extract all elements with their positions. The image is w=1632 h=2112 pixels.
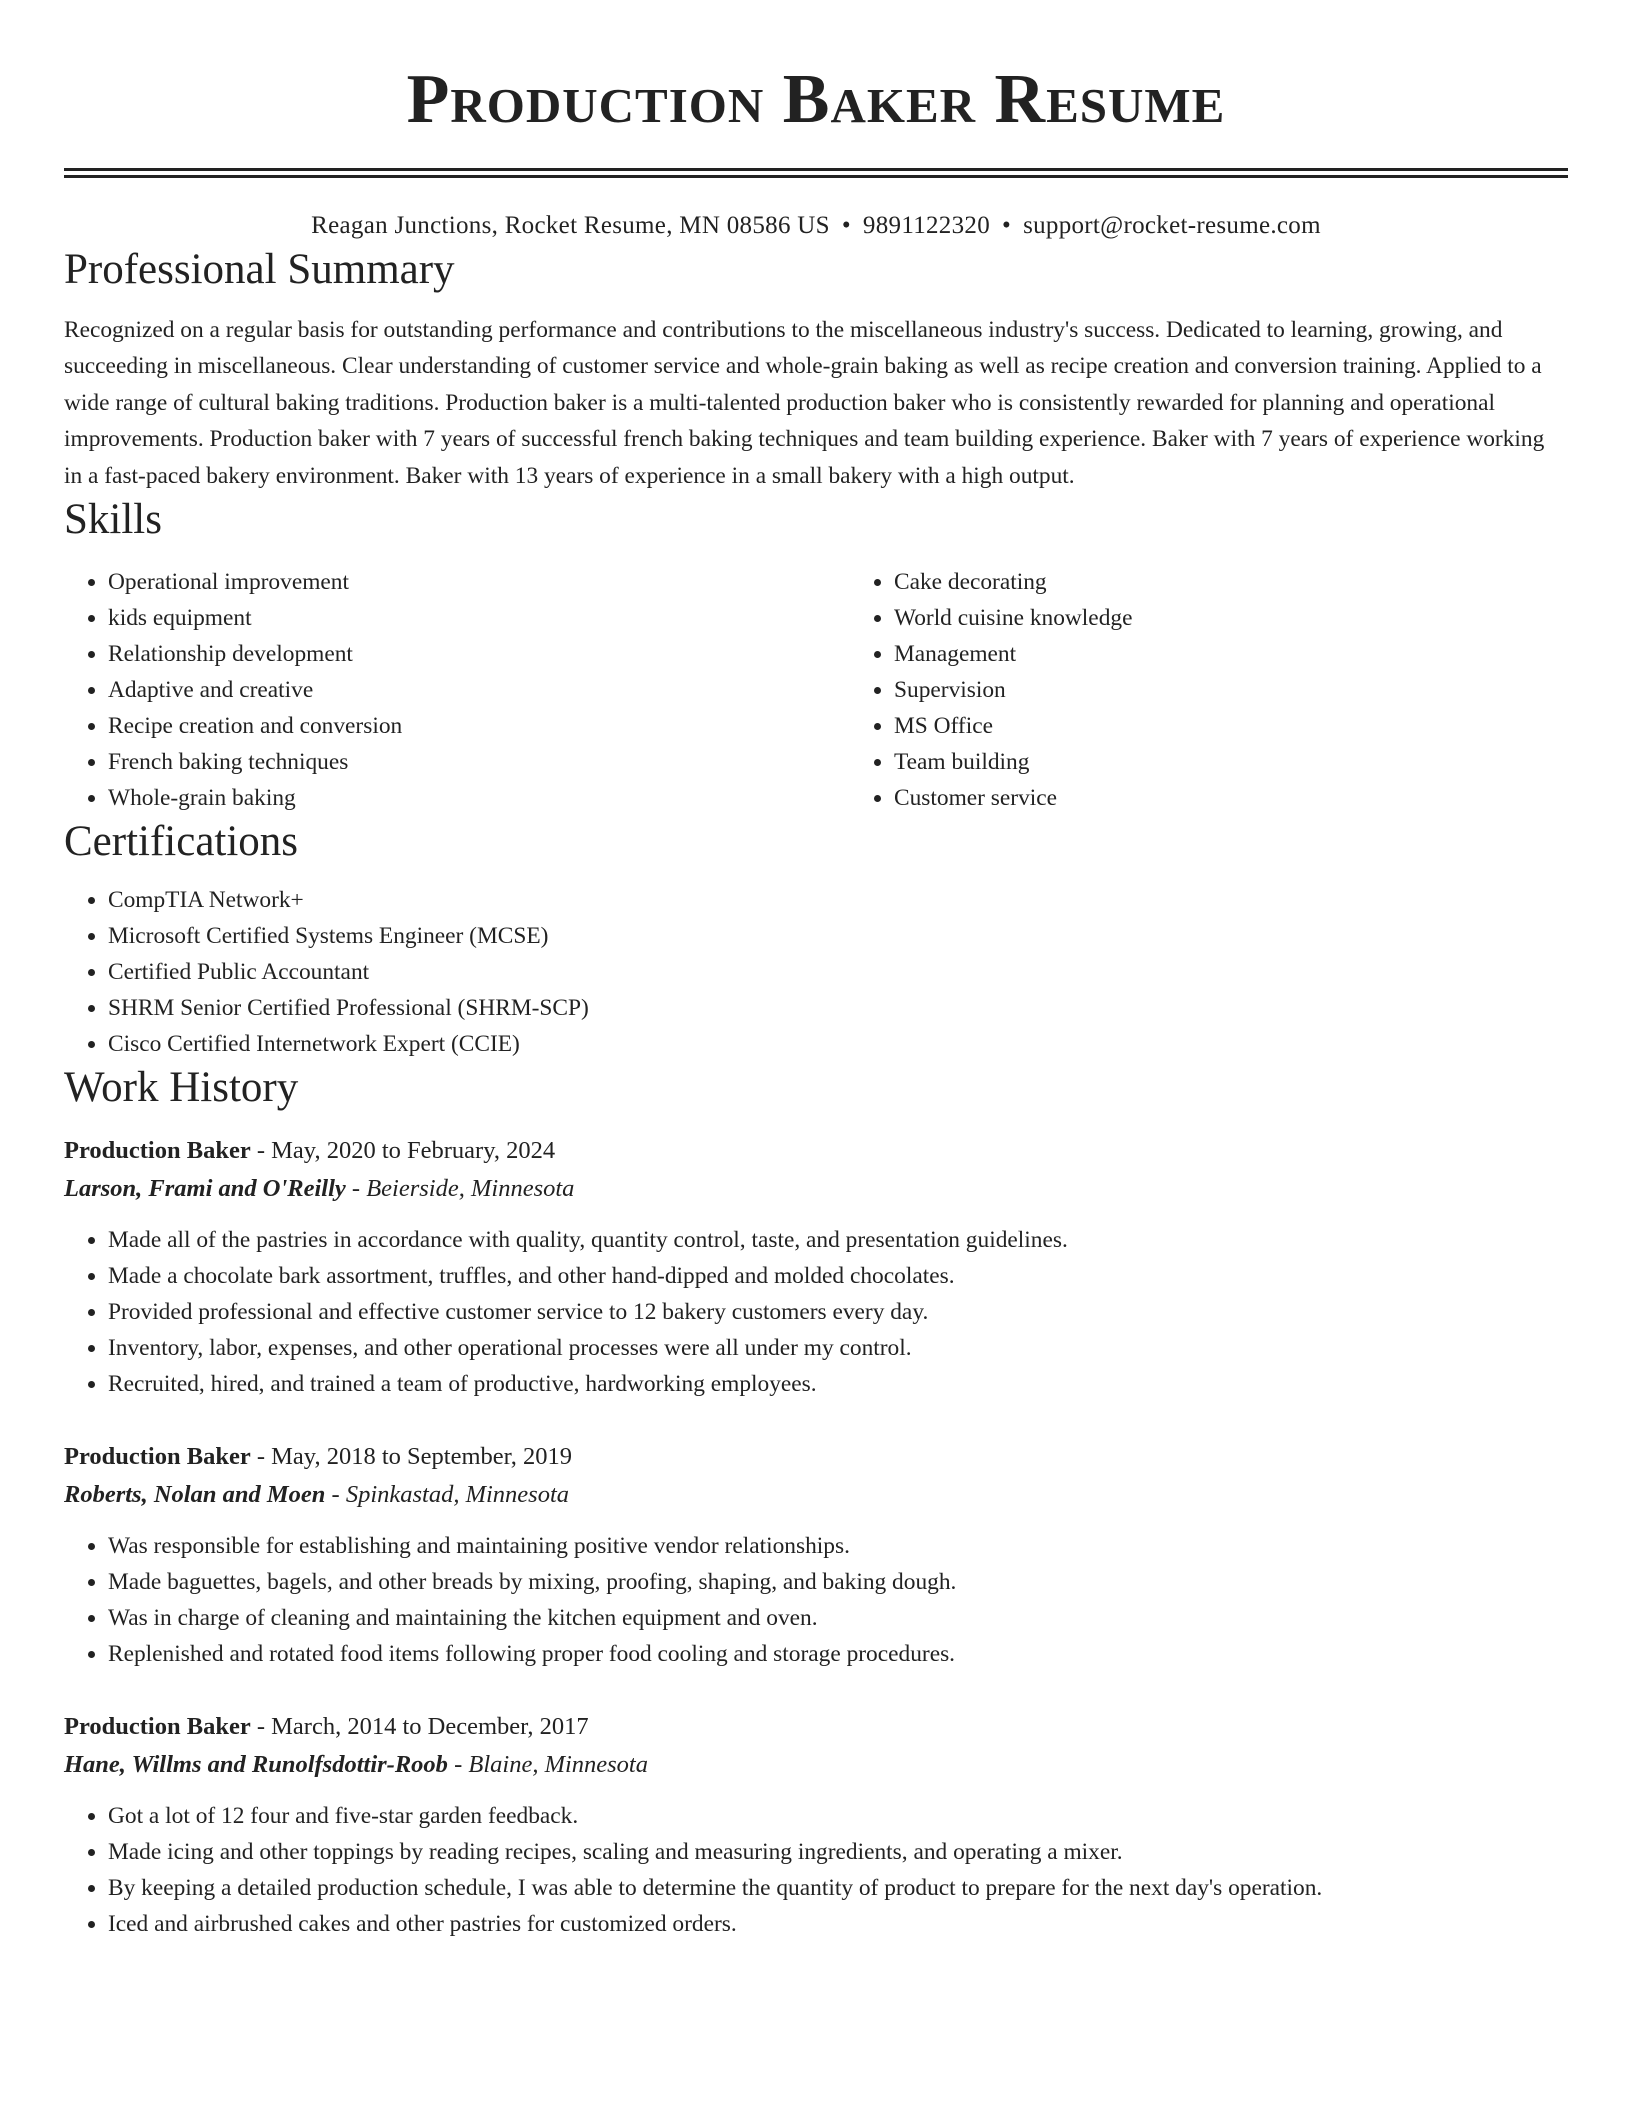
job-bullet: • Made icing and other toppings by reading recipes, scaling and measuring ingredients, and operating a mixer. xyxy=(108,1834,1568,1870)
job-company: Hane, Willms and Runolfsdottir-Roob xyxy=(64,1751,448,1779)
skill-item: • Customer service xyxy=(894,780,1632,816)
contact-phone: 9891122320 xyxy=(862,212,990,239)
job-entry xyxy=(64,1708,1568,1942)
skill-item: • Whole-grain baking xyxy=(108,780,850,816)
summary-text: Recognized on a regular basis for outstanding performance and contributions to the miscellaneous industry's success. Dedicated to learning, growing, and succeeding in miscellaneous. Clear understanding of customer service and whole-grain baking as well as recipe creation and conversion training. Applied to a wide range of cultural baking traditions. Production baker is a multi-talented production baker who is consistently rewarded for planning and operational improvements. Production baker with 7 years of successful french baking techniques and team building experience. Baker with 7 years of experience working in a fast-paced bakery environment. Baker with 13 years of experience in a small bakery with a high output. xyxy=(64,317,1545,489)
job-title: Production Baker xyxy=(64,1713,251,1741)
job-bullet: • Made a chocolate bark assortment, truffles, and other hand-dipped and molded chocolates. xyxy=(108,1258,1568,1294)
job-dash: - xyxy=(447,1751,469,1779)
job-bullet: • Made all of the pastries in accordance with quality, quantity control, taste, and presentation guidelines. xyxy=(108,1222,1568,1258)
job-bullet: • Iced and airbrushed cakes and other pastries for customized orders. xyxy=(108,1906,1568,1942)
job-location: Spinkastad, Minnesota xyxy=(345,1481,570,1509)
skills-heading: Skills xyxy=(64,496,162,544)
skill-item: • Relationship development xyxy=(108,636,850,672)
job-location: Blaine, Minnesota xyxy=(468,1751,648,1779)
job-company-line xyxy=(64,1476,1568,1514)
job-dates: May, 2020 to February, 2024 xyxy=(271,1137,556,1165)
job-company: Larson, Frami and O'Reilly xyxy=(64,1175,346,1203)
skills-list-right xyxy=(850,564,1632,816)
job-dash: - xyxy=(345,1175,367,1203)
job-header xyxy=(64,1132,1568,1170)
certifications-heading: Certifications xyxy=(64,818,299,866)
job-entry xyxy=(64,1132,1568,1402)
contact-separator: • xyxy=(1002,212,1012,239)
skills-list-left xyxy=(64,564,850,816)
job-dash: - xyxy=(250,1137,272,1165)
job-bullet: • Was responsible for establishing and maintaining positive vendor relationships. xyxy=(108,1528,1568,1564)
job-dates: March, 2014 to December, 2017 xyxy=(271,1713,589,1741)
skill-item: • kids equipment xyxy=(108,600,850,636)
job-bullet: • Made baguettes, bagels, and other breads by mixing, proofing, shaping, and baking dough. xyxy=(108,1564,1568,1600)
skill-item: • MS Office xyxy=(894,708,1632,744)
job-bullet: • Got a lot of 12 four and five-star garden feedback. xyxy=(108,1798,1568,1834)
skill-item: • Cake decorating xyxy=(894,564,1632,600)
job-bullet: • Replenished and rotated food items following proper food cooling and storage procedures. xyxy=(108,1636,1568,1672)
job-bullet: • Recruited, hired, and trained a team of productive, hardworking employees. xyxy=(108,1366,1568,1402)
job-dash: - xyxy=(250,1713,272,1741)
job-company-line xyxy=(64,1746,1568,1784)
job-bullets xyxy=(64,1528,1568,1672)
skill-item: • Operational improvement xyxy=(108,564,850,600)
skill-item: • World cuisine knowledge xyxy=(894,600,1632,636)
job-dates: May, 2018 to September, 2019 xyxy=(271,1443,573,1471)
job-header xyxy=(64,1438,1568,1476)
job-bullet: • Provided professional and effective customer service to 12 bakery customers every day. xyxy=(108,1294,1568,1330)
job-dash: - xyxy=(325,1481,346,1509)
job-dash: - xyxy=(250,1443,272,1471)
certification-item: • Microsoft Certified Systems Engineer (MCSE) xyxy=(108,918,1568,954)
contact-separator: • xyxy=(841,212,851,239)
work-history-heading: Work History xyxy=(64,1064,299,1112)
certification-item: • Cisco Certified Internetwork Expert (CCIE) xyxy=(108,1026,1568,1062)
contact-line xyxy=(64,208,1568,244)
skills-columns xyxy=(64,564,1568,816)
job-company: Roberts, Nolan and Moen xyxy=(64,1481,326,1509)
job-bullets xyxy=(64,1222,1568,1402)
skill-item: • Management xyxy=(894,636,1632,672)
job-bullets xyxy=(64,1798,1568,1942)
job-location: Beierside, Minnesota xyxy=(366,1175,575,1203)
job-title: Production Baker xyxy=(64,1443,251,1471)
job-header xyxy=(64,1708,1568,1746)
job-bullet: • By keeping a detailed production schedule, I was able to determine the quantity of product to prepare for the next day's operation. xyxy=(108,1870,1568,1906)
certification-item: • CompTIA Network+ xyxy=(108,882,1568,918)
contact-address: Reagan Junctions, Rocket Resume, MN 08586 US xyxy=(311,212,830,239)
resume-title: Production Baker Resume xyxy=(406,61,1226,138)
job-title: Production Baker xyxy=(64,1137,251,1165)
certification-item: • SHRM Senior Certified Professional (SHRM-SCP) xyxy=(108,990,1568,1026)
job-bullet: • Was in charge of cleaning and maintaining the kitchen equipment and oven. xyxy=(108,1600,1568,1636)
skill-item: • Adaptive and creative xyxy=(108,672,850,708)
job-company-line xyxy=(64,1170,1568,1208)
skill-item: • Supervision xyxy=(894,672,1632,708)
certification-item: • Certified Public Accountant xyxy=(108,954,1568,990)
summary-heading: Professional Summary xyxy=(64,246,455,293)
job-entry xyxy=(64,1438,1568,1672)
title-double-rule xyxy=(64,168,1568,178)
skill-item: • Recipe creation and conversion xyxy=(108,708,850,744)
certifications-list xyxy=(64,882,1568,1062)
skill-item: • French baking techniques xyxy=(108,744,850,780)
job-bullet: • Inventory, labor, expenses, and other operational processes were all under my control. xyxy=(108,1330,1568,1366)
skill-item: • Team building xyxy=(894,744,1632,780)
contact-email: support@rocket-resume.com xyxy=(1023,212,1321,239)
